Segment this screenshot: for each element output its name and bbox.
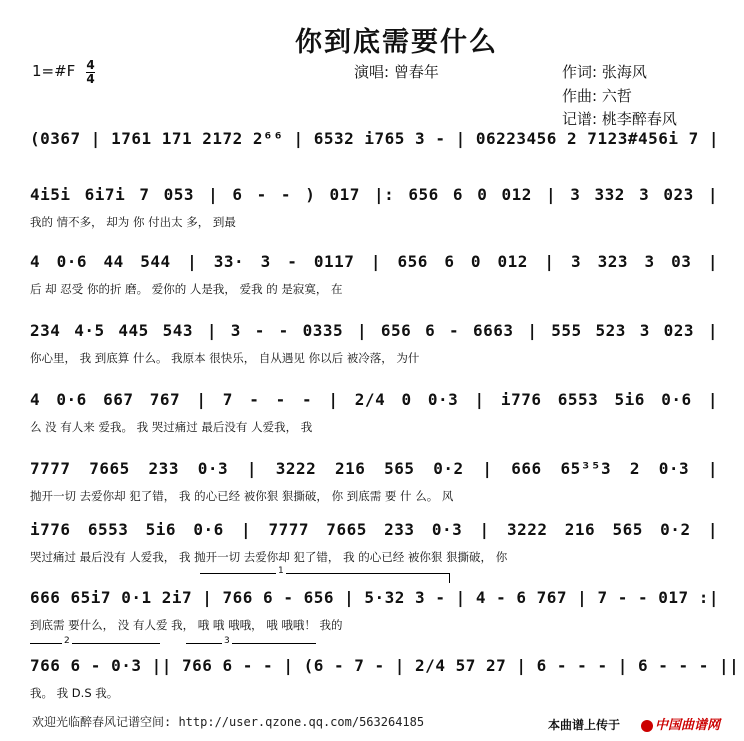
key-signature: 1=#F — [32, 62, 76, 80]
time-signature — [86, 59, 95, 85]
lyric-row: 我。 我 D.S 我。 — [30, 686, 119, 700]
notation-row: 666 65i7 0·1 2i7 | 766 6 - 656 | 5·32 3 - | 4 - 6 767 | 7 - - 017 :| — [30, 588, 720, 607]
brand-icon — [641, 720, 653, 732]
lyric-row: 哭过痛过 最后没有 人爱我， 我 抛开一切 去爱你却 犯了错， 我 的心已经 被你狠 狠撕破， 你 — [30, 550, 508, 564]
upload-text: 本曲谱上传于 — [548, 718, 621, 732]
lyricist: 作词: 张海风 — [562, 63, 647, 81]
brand-text: 中国曲谱网 — [655, 718, 721, 733]
lyric-row: 抛开一切 去爱你却 犯了错， 我 的心已经 被你狠 狠撕破， 你 到底需 要 什 么。 风 — [30, 489, 454, 503]
notation-row: 766 6 - 0·3 || 766 6 - - | (6 - 7 - | 2/4 57 27 | 6 - - - | 6 - - - || — [30, 656, 740, 675]
notation-row: 4 0·6 44 544 | 33· 3 - 0117 | 656 6 0 012 | 3 323 3 03 | — [30, 252, 718, 271]
notation-row: (0367 | 1761 171 2172 2⁶⁶ | 6532 i765 3 - | 06223456 2 7123#456i 7 | — [30, 129, 720, 148]
lyric-row: 后 却 忍受 你的折 磨。 爱你的 人是我， 爱我 的 是寂寞， 在 — [30, 282, 343, 296]
volta-line-1 — [200, 573, 450, 574]
volta-number-2: 2 — [64, 636, 70, 646]
brand-logo — [641, 714, 720, 733]
composer: 作曲: 六哲 — [562, 87, 632, 105]
singer: 演唱: 曾春年 — [354, 63, 439, 81]
notation-row: 4 0·6 667 767 | 7 - - - | 2/4 0 0·3 | i776 6553 5i6 0·6 | — [30, 390, 718, 409]
notation-row: 234 4·5 445 543 | 3 - - 0335 | 656 6 - 6663 | 555 523 3 023 | — [30, 321, 718, 340]
notation-row: i776 6553 5i6 0·6 | 7777 7665 233 0·3 | 3222 216 565 0·2 | — [30, 520, 718, 539]
time-signature-bottom: 4 — [86, 72, 95, 86]
volta-number-3: 3 — [224, 636, 230, 646]
transcriber: 记谱: 桃李醉春风 — [562, 110, 677, 128]
lyric-row: 到底需 要什么， 没 有人爱 我， 哦 哦 哦哦， 哦 哦哦！ 我的 — [30, 618, 343, 632]
time-signature-top: 4 — [86, 58, 95, 72]
page-title: 你到底需要什么 — [295, 27, 498, 58]
volta-number-1: 1 — [278, 566, 284, 576]
lyric-row: 么 没 有人来 爱我。 我 哭过痛过 最后没有 人爱我， 我 — [30, 420, 313, 434]
volta-line-3 — [186, 643, 316, 644]
lyric-row: 我的 情不多， 却为 你 付出太 多， 到最 — [30, 215, 236, 229]
notation-row: 4i5i 6i7i 7 053 | 6 - - ) 017 |: 656 6 0 012 | 3 332 3 023 | — [30, 185, 718, 204]
volta-line-1-end — [449, 573, 450, 583]
footer-text: 欢迎光临醉春风记谱空间: http://user.qzone.qq.com/563264185 — [32, 715, 425, 729]
notation-row: 7777 7665 233 0·3 | 3222 216 565 0·2 | 666 65³⁵3 2 0·3 | — [30, 459, 718, 478]
volta-line-2 — [30, 643, 160, 644]
lyric-row: 你心里， 我 到底算 什么。 我原本 很快乐， 自从遇见 你以后 被冷落， 为什 — [30, 351, 420, 365]
